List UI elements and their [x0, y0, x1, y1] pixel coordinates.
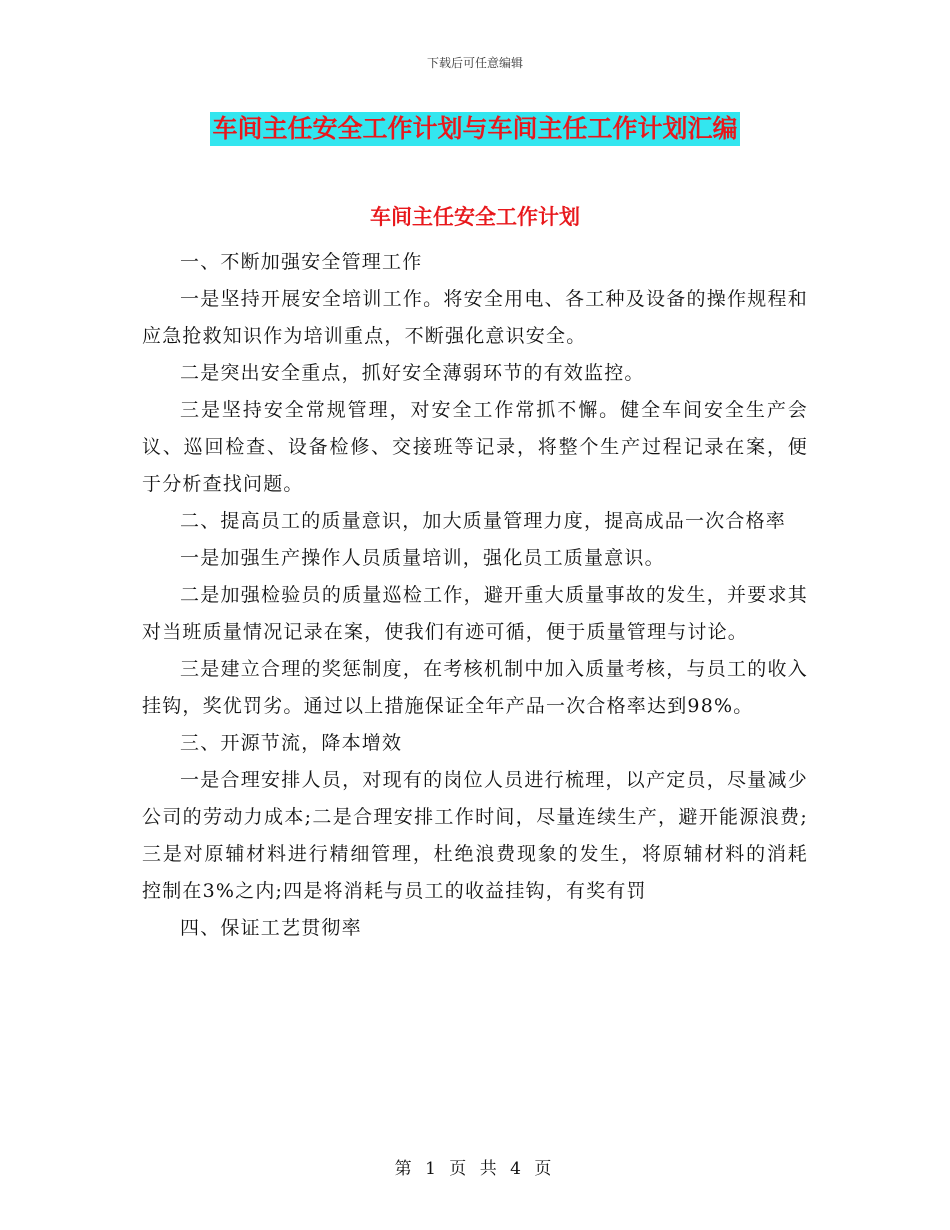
- body-paragraph: 二是突出安全重点，抓好安全薄弱环节的有效监控。: [180, 362, 645, 384]
- document-title-text: 车间主任安全工作计划与车间主任工作计划汇编: [210, 112, 739, 146]
- body-paragraph: 一是坚持开展安全培训工作。将安全用电、各工种及设备的操作规程和应急抢救知识作为培训重点，不断强化意识安全。: [142, 288, 808, 347]
- page-header-note: 下载后可任意编辑: [426, 56, 523, 70]
- heading-paragraph: 二、提高员工的质量意识，加大质量管理力度，提高成品一次合格率: [180, 510, 787, 532]
- body-paragraph: 三是坚持安全常规管理，对安全工作常抓不懈。健全车间安全生产会议、巡回检查、设备检修、交接班等记录，将整个生产过程记录在案，便于分析查找问题。: [142, 399, 808, 495]
- body-paragraph: 一是合理安排人员，对现有的岗位人员进行梳理，以产定员，尽量减少公司的劳动力成本;二是合理安排工作时间，尽量连续生产，避开能源浪费;三是对原辅材料进行精细管理，杜绝浪费现象的发生，将原辅材料的消耗控制在3%之内;四是将消耗与员工的收益挂钩，有奖有罚: [142, 769, 808, 902]
- document-title: [0, 112, 950, 146]
- heading-paragraph: 四、保证工艺贯彻率: [180, 917, 362, 939]
- heading-paragraph: 三、开源节流，降本增效: [180, 732, 403, 754]
- section-title: 车间主任安全工作计划: [370, 205, 580, 229]
- body-paragraph: 二是加强检验员的质量巡检工作，避开重大质量事故的发生，并要求其对当班质量情况记录在案，使我们有迹可循，便于质量管理与讨论。: [142, 584, 808, 643]
- body-paragraph: 三是建立合理的奖惩制度，在考核机制中加入质量考核，与员工的收入挂钩，奖优罚劣。通过以上措施保证全年产品一次合格率达到98%。: [142, 658, 808, 717]
- page-footer-page-number: 第 1 页 共 4 页: [394, 1159, 556, 1179]
- heading-paragraph: 一、不断加强安全管理工作: [180, 251, 423, 273]
- body-paragraph: 一是加强生产操作人员质量培训，强化员工质量意识。: [180, 547, 665, 569]
- document-body: [142, 244, 808, 947]
